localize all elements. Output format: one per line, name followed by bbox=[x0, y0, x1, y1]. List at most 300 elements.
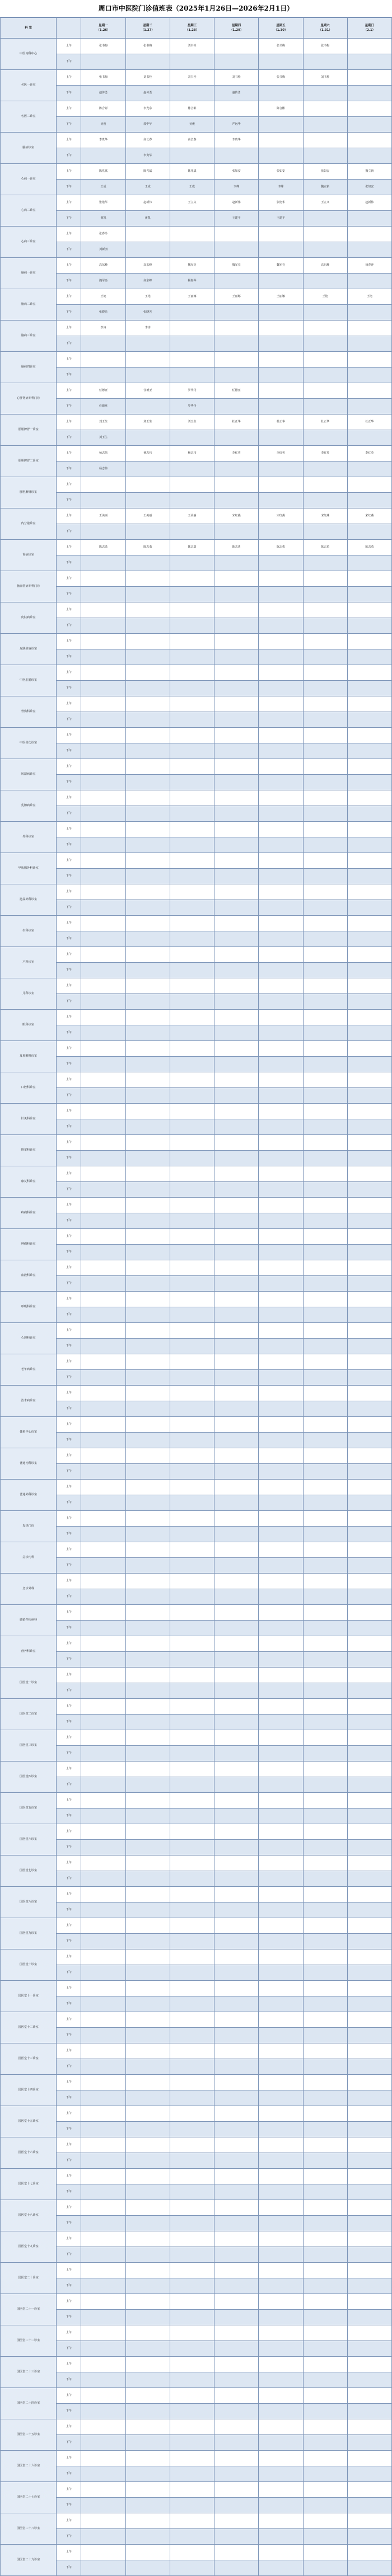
doctor-cell bbox=[347, 1605, 391, 1621]
doctor-cell bbox=[125, 2216, 170, 2231]
doctor-cell bbox=[81, 1307, 125, 1323]
table-row bbox=[1, 1668, 392, 1683]
doctor-cell: 高长春 bbox=[125, 133, 170, 148]
doctor-cell bbox=[214, 2560, 259, 2576]
doctor-cell: 陈志勇 bbox=[170, 540, 214, 555]
doctor-cell: 宋红燕 bbox=[259, 508, 303, 524]
doctor-cell bbox=[303, 2043, 347, 2059]
period-label: 上午 bbox=[57, 70, 81, 86]
doctor-cell bbox=[347, 2184, 391, 2200]
doctor-cell bbox=[125, 1621, 170, 1636]
doctor-cell bbox=[81, 806, 125, 822]
period-label: 上午 bbox=[57, 2545, 81, 2560]
period-label: 上午 bbox=[57, 39, 81, 54]
doctor-cell bbox=[170, 2263, 214, 2278]
doctor-cell bbox=[303, 2372, 347, 2388]
doctor-cell bbox=[214, 1699, 259, 1715]
doctor-cell bbox=[81, 1323, 125, 1339]
period-label: 上午 bbox=[57, 289, 81, 305]
doctor-cell bbox=[259, 602, 303, 618]
doctor-cell bbox=[214, 1386, 259, 1401]
doctor-cell bbox=[259, 133, 303, 148]
table-row bbox=[1, 180, 392, 195]
table-row bbox=[1, 1135, 392, 1151]
period-label: 上午 bbox=[57, 415, 81, 430]
doctor-cell bbox=[259, 837, 303, 853]
doctor-cell bbox=[303, 2090, 347, 2106]
doctor-cell: 王艳 bbox=[125, 289, 170, 305]
doctor-cell bbox=[125, 853, 170, 869]
table-row bbox=[1, 2263, 392, 2278]
doctor-cell bbox=[214, 227, 259, 242]
doctor-cell bbox=[125, 1715, 170, 1730]
doctor-cell bbox=[303, 1871, 347, 1887]
doctor-cell bbox=[170, 1464, 214, 1480]
department-name: 国医堂十二诊室 bbox=[1, 2012, 57, 2043]
doctor-cell: 陈兆斌 bbox=[125, 164, 170, 180]
doctor-cell bbox=[347, 2247, 391, 2263]
doctor-cell bbox=[259, 1965, 303, 1981]
doctor-cell: 杜正华 bbox=[303, 415, 347, 430]
period-label: 上午 bbox=[57, 227, 81, 242]
doctor-cell bbox=[214, 101, 259, 117]
doctor-cell bbox=[125, 2122, 170, 2137]
doctor-cell bbox=[125, 1057, 170, 1072]
doctor-cell bbox=[259, 712, 303, 728]
doctor-cell bbox=[259, 634, 303, 649]
doctor-cell bbox=[170, 1104, 214, 1119]
doctor-cell bbox=[214, 1276, 259, 1292]
doctor-cell bbox=[214, 2263, 259, 2278]
doctor-cell bbox=[347, 2404, 391, 2419]
doctor-cell bbox=[170, 430, 214, 446]
doctor-cell bbox=[214, 368, 259, 383]
doctor-cell bbox=[125, 2294, 170, 2310]
table-row bbox=[1, 1527, 392, 1542]
doctor-cell bbox=[259, 2200, 303, 2216]
period-label: 下午 bbox=[57, 2184, 81, 2200]
department-name: 肿瘤科诊室 bbox=[1, 1229, 57, 1260]
department-name: 中医骨伤诊室 bbox=[1, 728, 57, 759]
doctor-cell bbox=[259, 2451, 303, 2466]
doctor-cell bbox=[214, 1354, 259, 1370]
doctor-cell bbox=[214, 602, 259, 618]
table-row bbox=[1, 916, 392, 931]
doctor-cell: 宋红燕 bbox=[347, 508, 391, 524]
period-label: 下午 bbox=[57, 1746, 81, 1762]
doctor-cell bbox=[170, 1887, 214, 1902]
department-name: 发热门诊 bbox=[1, 1511, 57, 1542]
doctor-cell bbox=[170, 1323, 214, 1339]
header-day: 星期一 （1.26） bbox=[81, 18, 125, 39]
doctor-cell bbox=[347, 2419, 391, 2435]
table-row bbox=[1, 1323, 392, 1339]
doctor-cell bbox=[303, 461, 347, 477]
doctor-cell bbox=[170, 2075, 214, 2090]
doctor-cell bbox=[125, 1902, 170, 1918]
table-row bbox=[1, 2043, 392, 2059]
department-name: 国医堂六诊室 bbox=[1, 1824, 57, 1856]
doctor-cell bbox=[259, 1996, 303, 2012]
doctor-cell bbox=[259, 618, 303, 634]
doctor-cell: 王丽娜 bbox=[214, 289, 259, 305]
doctor-cell bbox=[259, 2341, 303, 2357]
doctor-cell bbox=[347, 1166, 391, 1182]
table-row bbox=[1, 2075, 392, 2090]
department-name: 儿科诊室 bbox=[1, 978, 57, 1010]
doctor-cell bbox=[347, 524, 391, 540]
doctor-cell bbox=[125, 2106, 170, 2122]
doctor-cell: 陈合彬 bbox=[259, 101, 303, 117]
doctor-cell bbox=[347, 2012, 391, 2028]
doctor-cell bbox=[125, 978, 170, 994]
doctor-cell bbox=[125, 1041, 170, 1057]
doctor-cell bbox=[214, 1072, 259, 1088]
doctor-cell bbox=[125, 696, 170, 712]
doctor-cell bbox=[214, 2043, 259, 2059]
period-label: 下午 bbox=[57, 837, 81, 853]
period-label: 下午 bbox=[57, 86, 81, 101]
period-label: 上午 bbox=[57, 508, 81, 524]
period-label: 上午 bbox=[57, 696, 81, 712]
doctor-cell bbox=[303, 2231, 347, 2247]
table-row bbox=[1, 477, 392, 493]
doctor-cell bbox=[347, 2043, 391, 2059]
doctor-cell bbox=[125, 2325, 170, 2341]
period-label: 上午 bbox=[57, 2294, 81, 2310]
doctor-cell bbox=[347, 649, 391, 665]
doctor-cell bbox=[125, 994, 170, 1010]
doctor-cell bbox=[303, 1072, 347, 1088]
doctor-cell bbox=[347, 1072, 391, 1088]
table-row bbox=[1, 2090, 392, 2106]
table-row bbox=[1, 555, 392, 571]
doctor-cell bbox=[347, 2466, 391, 2482]
doctor-cell bbox=[347, 1088, 391, 1104]
doctor-cell bbox=[214, 2059, 259, 2075]
table-row bbox=[1, 822, 392, 837]
doctor-cell bbox=[347, 1856, 391, 1871]
doctor-cell bbox=[214, 1245, 259, 1260]
doctor-cell bbox=[125, 963, 170, 978]
doctor-cell bbox=[347, 2529, 391, 2545]
doctor-cell bbox=[347, 1245, 391, 1260]
doctor-cell bbox=[259, 2294, 303, 2310]
table-row bbox=[1, 524, 392, 540]
doctor-cell bbox=[214, 634, 259, 649]
period-label: 下午 bbox=[57, 1088, 81, 1104]
department-name: 急诊外科 bbox=[1, 1574, 57, 1605]
doctor-cell bbox=[214, 1057, 259, 1072]
doctor-cell bbox=[170, 2482, 214, 2498]
doctor-cell: 刘书栓 bbox=[125, 70, 170, 86]
doctor-cell bbox=[81, 1229, 125, 1245]
doctor-cell bbox=[347, 2451, 391, 2466]
department-name: 国医堂二十三诊室 bbox=[1, 2357, 57, 2388]
doctor-cell: 赵传勇 bbox=[125, 86, 170, 101]
table-row bbox=[1, 368, 392, 383]
doctor-cell bbox=[81, 884, 125, 900]
table-row bbox=[1, 2529, 392, 2545]
period-label: 下午 bbox=[57, 148, 81, 164]
doctor-cell bbox=[259, 2545, 303, 2560]
table-row bbox=[1, 1292, 392, 1307]
doctor-cell bbox=[347, 1119, 391, 1135]
department-name: 国医堂十七诊室 bbox=[1, 2169, 57, 2200]
doctor-cell: 王美丽 bbox=[170, 508, 214, 524]
doctor-cell bbox=[259, 274, 303, 289]
doctor-cell: 刘书栓 bbox=[170, 70, 214, 86]
doctor-cell bbox=[125, 2419, 170, 2435]
doctor-cell bbox=[214, 1902, 259, 1918]
doctor-cell bbox=[259, 1480, 303, 1495]
doctor-cell bbox=[347, 2200, 391, 2216]
doctor-cell bbox=[303, 1668, 347, 1683]
doctor-cell: 刘书栓 bbox=[170, 39, 214, 54]
doctor-cell bbox=[214, 743, 259, 759]
table-row bbox=[1, 2545, 392, 2560]
doctor-cell bbox=[303, 2357, 347, 2372]
doctor-cell bbox=[303, 399, 347, 415]
doctor-cell bbox=[259, 461, 303, 477]
doctor-cell bbox=[81, 1981, 125, 1996]
doctor-cell bbox=[125, 1198, 170, 1213]
doctor-cell bbox=[214, 1668, 259, 1683]
table-row bbox=[1, 1589, 392, 1605]
table-row bbox=[1, 2372, 392, 2388]
doctor-cell bbox=[347, 696, 391, 712]
doctor-cell bbox=[170, 148, 214, 164]
doctor-cell bbox=[259, 117, 303, 133]
doctor-cell bbox=[214, 963, 259, 978]
department-name: 急诊内科 bbox=[1, 1542, 57, 1574]
doctor-cell bbox=[347, 2388, 391, 2404]
doctor-cell: 王建平 bbox=[214, 211, 259, 227]
table-row bbox=[1, 227, 392, 242]
doctor-cell bbox=[259, 2513, 303, 2529]
period-label: 上午 bbox=[57, 2012, 81, 2028]
doctor-cell bbox=[170, 2106, 214, 2122]
doctor-cell bbox=[303, 1433, 347, 1448]
doctor-cell bbox=[347, 712, 391, 728]
doctor-cell bbox=[170, 1902, 214, 1918]
table-row bbox=[1, 1025, 392, 1041]
doctor-cell bbox=[125, 1730, 170, 1746]
period-label: 下午 bbox=[57, 1527, 81, 1542]
doctor-cell bbox=[303, 1276, 347, 1292]
doctor-cell bbox=[214, 1683, 259, 1699]
doctor-cell bbox=[214, 1871, 259, 1887]
doctor-cell bbox=[214, 1574, 259, 1589]
doctor-cell bbox=[347, 39, 391, 54]
doctor-cell bbox=[303, 1213, 347, 1229]
doctor-cell bbox=[259, 1448, 303, 1464]
doctor-cell bbox=[81, 1949, 125, 1965]
doctor-cell: 郭中华 bbox=[125, 117, 170, 133]
doctor-cell bbox=[214, 978, 259, 994]
doctor-cell bbox=[214, 2388, 259, 2404]
doctor-cell bbox=[347, 54, 391, 70]
doctor-cell: 魏军亮 bbox=[81, 274, 125, 289]
doctor-cell bbox=[259, 383, 303, 399]
doctor-cell bbox=[259, 1636, 303, 1652]
doctor-cell bbox=[214, 1448, 259, 1464]
doctor-cell: 吴俊 bbox=[81, 117, 125, 133]
table-row bbox=[1, 571, 392, 587]
header-day: 星期四 （1.29） bbox=[214, 18, 259, 39]
doctor-cell bbox=[81, 2247, 125, 2263]
doctor-cell bbox=[259, 1887, 303, 1902]
doctor-cell bbox=[303, 1229, 347, 1245]
period-label: 上午 bbox=[57, 321, 81, 336]
doctor-cell bbox=[170, 1057, 214, 1072]
period-label: 上午 bbox=[57, 195, 81, 211]
doctor-cell bbox=[214, 305, 259, 321]
doctor-cell bbox=[170, 1480, 214, 1495]
doctor-cell bbox=[81, 1527, 125, 1542]
period-label: 上午 bbox=[57, 1730, 81, 1746]
period-label: 上午 bbox=[57, 665, 81, 681]
doctor-cell bbox=[125, 2498, 170, 2513]
table-row bbox=[1, 1793, 392, 1809]
table-row bbox=[1, 1401, 392, 1417]
period-label: 上午 bbox=[57, 2263, 81, 2278]
doctor-cell bbox=[347, 1135, 391, 1151]
period-label: 上午 bbox=[57, 2357, 81, 2372]
doctor-cell bbox=[347, 1918, 391, 1934]
doctor-cell: 宋红燕 bbox=[214, 508, 259, 524]
doctor-cell bbox=[214, 1213, 259, 1229]
doctor-cell bbox=[170, 1746, 214, 1762]
department-name: 甲状腺外科诊室 bbox=[1, 853, 57, 884]
doctor-cell bbox=[347, 1386, 391, 1401]
doctor-cell bbox=[125, 2560, 170, 2576]
doctor-cell bbox=[259, 1307, 303, 1323]
doctor-cell: 刘玉生 bbox=[81, 430, 125, 446]
department-name: 国医堂十三诊室 bbox=[1, 2043, 57, 2075]
doctor-cell bbox=[170, 649, 214, 665]
period-label: 上午 bbox=[57, 1323, 81, 1339]
roster-body bbox=[1, 39, 392, 2576]
table-row bbox=[1, 1072, 392, 1088]
doctor-cell bbox=[347, 869, 391, 884]
period-label: 上午 bbox=[57, 978, 81, 994]
period-label: 下午 bbox=[57, 869, 81, 884]
doctor-cell bbox=[214, 2028, 259, 2043]
doctor-cell bbox=[81, 1339, 125, 1354]
doctor-cell bbox=[125, 2435, 170, 2451]
period-label: 下午 bbox=[57, 1965, 81, 1981]
doctor-cell bbox=[125, 1323, 170, 1339]
doctor-cell bbox=[259, 1135, 303, 1151]
department-name: 骨伤科诊室 bbox=[1, 696, 57, 728]
doctor-cell bbox=[259, 524, 303, 540]
department-name: 心肝肾病专科门诊 bbox=[1, 383, 57, 415]
doctor-cell bbox=[214, 869, 259, 884]
department-name: 国医堂二十八诊室 bbox=[1, 2513, 57, 2545]
doctor-cell bbox=[125, 336, 170, 352]
doctor-cell bbox=[303, 602, 347, 618]
doctor-cell bbox=[347, 1495, 391, 1511]
doctor-cell bbox=[214, 555, 259, 571]
doctor-cell bbox=[214, 1621, 259, 1636]
doctor-cell bbox=[259, 665, 303, 681]
doctor-cell: 王美丽 bbox=[125, 508, 170, 524]
doctor-cell bbox=[170, 1010, 214, 1025]
table-row bbox=[1, 321, 392, 336]
header-day: 星期日 （2.1） bbox=[347, 18, 391, 39]
doctor-cell bbox=[81, 555, 125, 571]
doctor-cell bbox=[214, 1605, 259, 1621]
doctor-cell: 陈合彬 bbox=[81, 101, 125, 117]
doctor-cell bbox=[170, 602, 214, 618]
doctor-cell bbox=[125, 790, 170, 806]
doctor-cell bbox=[214, 352, 259, 368]
doctor-cell bbox=[259, 399, 303, 415]
doctor-cell bbox=[259, 1119, 303, 1135]
table-row bbox=[1, 540, 392, 555]
period-label: 上午 bbox=[57, 1386, 81, 1401]
doctor-cell bbox=[125, 775, 170, 790]
period-label: 下午 bbox=[57, 2404, 81, 2419]
doctor-cell bbox=[259, 916, 303, 931]
doctor-cell bbox=[259, 430, 303, 446]
doctor-cell bbox=[81, 352, 125, 368]
doctor-cell bbox=[214, 587, 259, 602]
table-row bbox=[1, 1151, 392, 1166]
table-row bbox=[1, 869, 392, 884]
doctor-cell bbox=[259, 853, 303, 869]
period-label: 下午 bbox=[57, 1370, 81, 1386]
doctor-cell bbox=[214, 916, 259, 931]
doctor-cell bbox=[214, 1636, 259, 1652]
doctor-cell bbox=[81, 1464, 125, 1480]
doctor-cell bbox=[170, 336, 214, 352]
doctor-cell bbox=[81, 2294, 125, 2310]
doctor-cell bbox=[125, 1809, 170, 1824]
period-label: 下午 bbox=[57, 1589, 81, 1605]
doctor-cell bbox=[170, 1292, 214, 1307]
doctor-cell bbox=[303, 1683, 347, 1699]
table-row bbox=[1, 258, 392, 274]
period-label: 上午 bbox=[57, 164, 81, 180]
doctor-cell bbox=[125, 2043, 170, 2059]
doctor-cell: 张艳华 bbox=[81, 195, 125, 211]
table-row bbox=[1, 963, 392, 978]
doctor-cell bbox=[214, 790, 259, 806]
department-name: 国医堂十八诊室 bbox=[1, 2200, 57, 2231]
doctor-cell bbox=[170, 1386, 214, 1401]
doctor-cell bbox=[303, 900, 347, 916]
doctor-cell bbox=[347, 916, 391, 931]
doctor-cell bbox=[214, 822, 259, 837]
table-row bbox=[1, 54, 392, 70]
doctor-cell bbox=[303, 1088, 347, 1104]
period-label: 上午 bbox=[57, 1354, 81, 1370]
period-label: 上午 bbox=[57, 1104, 81, 1119]
doctor-cell bbox=[347, 1981, 391, 1996]
doctor-cell bbox=[259, 1245, 303, 1260]
doctor-cell bbox=[214, 1307, 259, 1323]
doctor-cell bbox=[170, 2498, 214, 2513]
period-label: 下午 bbox=[57, 1652, 81, 1668]
doctor-cell: 陈志勇 bbox=[81, 540, 125, 555]
department-name: 疼痛科诊室 bbox=[1, 1198, 57, 1229]
table-row bbox=[1, 289, 392, 305]
doctor-cell bbox=[347, 1057, 391, 1072]
period-label: 下午 bbox=[57, 1621, 81, 1636]
doctor-cell bbox=[214, 1339, 259, 1354]
